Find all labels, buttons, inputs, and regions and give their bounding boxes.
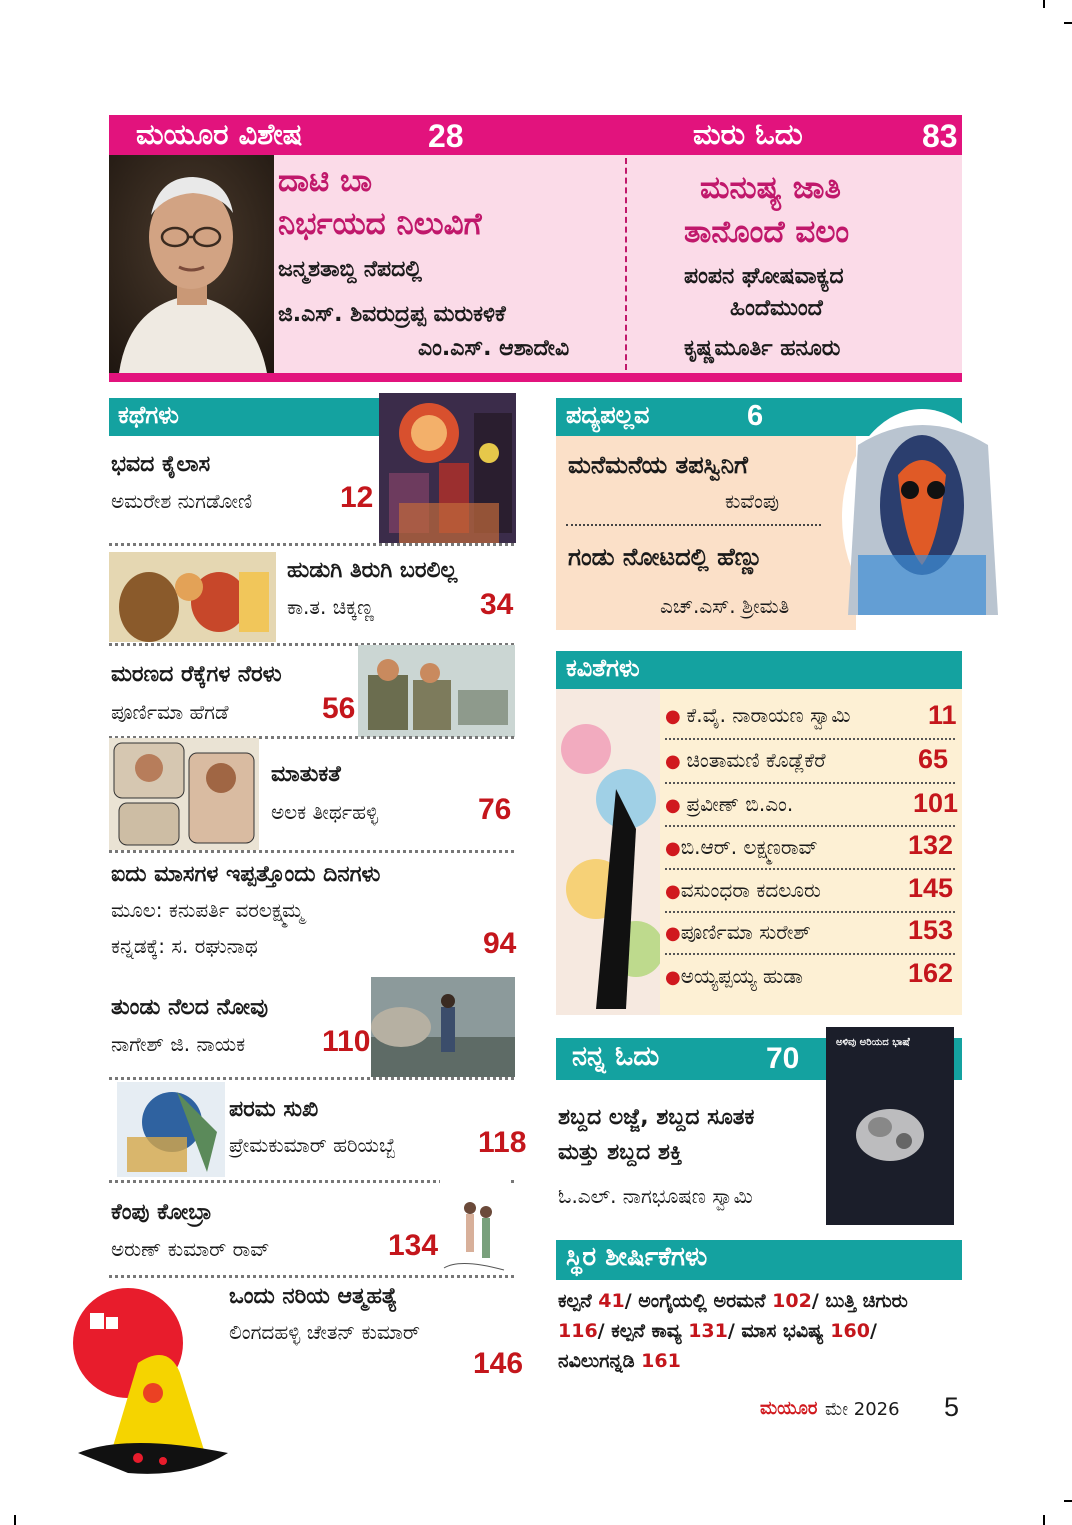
crop-mark bbox=[1064, 1500, 1072, 1502]
story-page-number[interactable]: 110 bbox=[322, 1025, 371, 1058]
divider bbox=[665, 953, 955, 955]
feature-right-title-2: ತಾನೊಂದೆ ವಲಂ bbox=[684, 214, 850, 250]
crop-mark bbox=[1043, 1515, 1045, 1525]
bullet-icon: ● bbox=[665, 751, 687, 772]
bullet-icon: ● bbox=[665, 706, 687, 727]
nanna-odu-title-2: ಮತ್ತು ಶಬ್ದದ ಶಕ್ತಿ bbox=[558, 1140, 683, 1165]
story-author: ಅಮರೇಶ ನುಗಡೋಣಿ bbox=[111, 489, 253, 513]
page-number: 5 bbox=[944, 1392, 960, 1422]
poem-page-number[interactable]: 153 bbox=[908, 915, 954, 945]
feature-left-subtitle-2: ಜಿ.ಎಸ್‌. ಶಿವರುದ್ರಪ್ಪ ಮರುಕಳಿಕೆ bbox=[278, 302, 506, 327]
nanna-odu-author: ಓ.ಎಲ್‌. ನಾಗಭೂಷಣ ಸ್ವಾಮಿ bbox=[558, 1184, 753, 1208]
story-page-number[interactable]: 134 bbox=[388, 1229, 439, 1262]
poem-entry bbox=[665, 703, 850, 727]
padya-heading: ಪದ್ಯಪಲ್ಲವ bbox=[566, 401, 650, 429]
column-name: / ಬುತ್ತಿ ಚಿಗುರು bbox=[811, 1290, 908, 1312]
poem-page-number[interactable]: 132 bbox=[908, 830, 954, 860]
story-title: ಹುಡುಗಿ ತಿರುಗಿ ಬರಲಿಲ್ಲ bbox=[287, 558, 458, 583]
story-page-number[interactable]: 146 bbox=[473, 1347, 524, 1380]
divider bbox=[109, 850, 514, 853]
story-title: ಮರಣದ ರೆಕ್ಕೆಗಳ ನೆರಳು bbox=[111, 662, 282, 687]
maru-odu-label: ಮರು ಓದು bbox=[693, 117, 803, 151]
column-name: ನವಿಲುಗನ್ನಡಿ bbox=[558, 1350, 642, 1372]
stories-heading: ಕಥೆಗಳು bbox=[118, 401, 179, 429]
poet-name: ವಸುಂಧರಾ ಕದಲೂರು bbox=[680, 878, 821, 902]
divider bbox=[566, 524, 821, 526]
poem-page-number[interactable]: 162 bbox=[908, 958, 954, 988]
poem-page-number[interactable]: 145 bbox=[908, 873, 954, 903]
divider bbox=[665, 738, 955, 740]
padya-illustration bbox=[838, 405, 1006, 630]
padya-author: ಕುವೆಂಪು bbox=[725, 489, 780, 513]
story-author: ನಾಗೇಶ್‌ ಜಿ. ನಾಯಕ bbox=[111, 1032, 246, 1056]
poet-name: ಪೂರ್ಣಿಮಾ ಸುರೇಶ್‌ bbox=[680, 920, 811, 944]
poem-page-number[interactable]: 65 bbox=[918, 744, 949, 774]
story-author: ಮೂಲ: ಕನುಪರ್ತಿ ವರಲಕ್ಷ್ಮಮ್ಮ bbox=[111, 898, 304, 922]
divider bbox=[109, 1077, 514, 1080]
story-illustration bbox=[109, 738, 259, 850]
story-author: ಕಾ.ತ. ಚಿಕ್ಕಣ್ಣ bbox=[287, 595, 375, 619]
story-page-number[interactable]: 56 bbox=[322, 692, 356, 725]
column-name: / ಮಾಸ ಭವಿಷ್ಯ bbox=[727, 1320, 831, 1342]
story-page-number[interactable]: 12 bbox=[340, 481, 374, 514]
story-illustration bbox=[68, 1283, 238, 1478]
story-title: ಐದು ಮಾಸಗಳ ಇಪ್ಪತ್ತೊಂದು ದಿನಗಳು bbox=[111, 862, 381, 887]
story-author: ಲಿಂಗದಹಳ್ಳಿ ಚೇತನ್‌ ಕುಮಾರ್‌ bbox=[229, 1320, 420, 1344]
poem-entry bbox=[665, 835, 818, 859]
bullet-icon: ● bbox=[665, 881, 681, 902]
mayura-vishesha-page[interactable]: 28 bbox=[428, 118, 464, 154]
divider bbox=[665, 782, 955, 784]
poem-page-number[interactable]: 101 bbox=[913, 788, 959, 818]
fixed-columns-heading: ಸ್ಥಿರ ಶೀರ್ಷಿಕೆಗಳು bbox=[566, 1242, 708, 1272]
column-name: / bbox=[869, 1320, 877, 1342]
poet-name: ಕೆ.ವೈ. ನಾರಾಯಣ ಸ್ವಾಮಿ bbox=[686, 703, 851, 727]
story-title: ತುಂಡು ನೆಲದ ನೋವು bbox=[111, 995, 269, 1020]
story-author: ಪ್ರೇಮಕುಮಾರ್‌ ಹರಿಯಬ್ಬೆ bbox=[229, 1133, 396, 1157]
poem-entry bbox=[665, 748, 826, 772]
nanna-odu-heading: ನನ್ನ ಓದು bbox=[572, 1041, 660, 1072]
story-author: ಪೂರ್ಣಿಮಾ ಹೆಗಡೆ bbox=[111, 700, 229, 724]
story-page-number[interactable]: 34 bbox=[480, 588, 514, 621]
feature-right-title-1: ಮನುಷ್ಯ ಜಾತಿ bbox=[700, 170, 841, 206]
footer-date: ಮೇ 2026 bbox=[825, 1399, 900, 1420]
column-page[interactable]: 160 bbox=[830, 1320, 870, 1342]
feature-right-subtitle-2: ಹಿಂದೆಮುಂದೆ bbox=[730, 296, 823, 321]
poet-name: ಪ್ರವೀಣ್‌ ಬಿ.ಎಂ. bbox=[686, 792, 794, 816]
divider bbox=[665, 825, 955, 827]
story-title: ಒಂದು ನರಿಯ ಆತ್ಮಹತ್ಯೆ bbox=[229, 1284, 398, 1309]
crop-mark bbox=[14, 1515, 16, 1525]
story-title: ಮಾತುಕತೆ bbox=[271, 762, 341, 787]
column-page[interactable]: 131 bbox=[688, 1320, 728, 1342]
story-illustration bbox=[109, 552, 276, 642]
column-page[interactable]: 161 bbox=[641, 1350, 681, 1372]
story-title: ಕೆಂಪು ಕೋಬ್ರಾ bbox=[111, 1200, 213, 1225]
story-illustration bbox=[117, 1082, 225, 1177]
crop-mark bbox=[1043, 0, 1045, 8]
mayura-vishesha-label: ಮಯೂರ ವಿಶೇಷ bbox=[136, 117, 303, 151]
poem-entry bbox=[665, 878, 821, 902]
book-cover bbox=[826, 1027, 954, 1225]
feature-divider bbox=[625, 158, 627, 370]
story-page-number[interactable]: 94 bbox=[483, 927, 517, 960]
poems-heading: ಕವಿತೆಗಳು bbox=[566, 654, 640, 682]
poet-name: ಬಿ.ಆರ್‌. ಲಕ್ಷ್ಮಣರಾವ್‌ bbox=[680, 835, 818, 859]
padya-page-number[interactable]: 6 bbox=[747, 400, 764, 432]
column-page[interactable]: 41 bbox=[598, 1290, 625, 1312]
bullet-icon: ● bbox=[665, 838, 681, 859]
story-illustration bbox=[440, 1178, 508, 1274]
poem-entry bbox=[665, 920, 811, 944]
column-page[interactable]: 116 bbox=[558, 1320, 598, 1342]
feature-bottom-rule bbox=[109, 373, 962, 382]
feature-right-subtitle-1: ಪಂಪನ ಘೋಷವಾಕ್ಯದ bbox=[684, 264, 844, 289]
story-illustration bbox=[371, 977, 515, 1077]
poem-entry bbox=[665, 792, 793, 816]
crop-mark bbox=[1064, 22, 1072, 24]
story-page-number[interactable]: 118 bbox=[478, 1126, 527, 1159]
nanna-odu-title-1: ಶಬ್ದದ ಲಜ್ಜೆ, ಶಬ್ದದ ಸೂತಕ bbox=[558, 1105, 755, 1130]
story-illustration bbox=[379, 393, 516, 543]
story-page-number[interactable]: 76 bbox=[478, 793, 512, 826]
poem-page-number[interactable]: 11 bbox=[928, 700, 957, 730]
feature-left-title-2: ನಿರ್ಭಯದ ನಿಲುವಿಗೆ bbox=[278, 206, 482, 242]
divider bbox=[109, 1275, 514, 1278]
fixed-columns-line-1 bbox=[558, 1286, 962, 1316]
feature-left-subtitle-1: ಜನ್ಮಶತಾಬ್ದಿ ನೆಪದಲ್ಲಿ bbox=[278, 257, 422, 282]
story-author: ಅಲಕ ತೀರ್ಥಹಳ್ಳಿ bbox=[271, 800, 379, 824]
story-illustration bbox=[358, 645, 515, 737]
nanna-odu-page-number[interactable]: 70 bbox=[766, 1042, 800, 1075]
story-title: ಭವದ ಕೈಲಾಸ bbox=[111, 452, 211, 477]
story-title: ಪರಮ ಸುಖಿ bbox=[229, 1097, 319, 1122]
story-translator: ಕನ್ನಡಕ್ಕೆ: ಸ. ರಘುನಾಥ bbox=[111, 934, 258, 958]
column-name: / ಅಂಗೈಯಲ್ಲಿ ಅರಮನೆ bbox=[624, 1290, 773, 1312]
maru-odu-page[interactable]: 83 bbox=[922, 118, 958, 154]
fixed-columns-line-2 bbox=[558, 1316, 962, 1346]
column-name: ಕಲ್ಪನೆ bbox=[558, 1290, 599, 1312]
fixed-columns-line-3 bbox=[558, 1346, 962, 1376]
column-page[interactable]: 102 bbox=[772, 1290, 812, 1312]
bullet-icon: ● bbox=[665, 923, 681, 944]
book-cover-title: ಅಳಿವು ಅರಿಯದ ಭಾಷೆ bbox=[836, 1037, 910, 1048]
padya-author: ಎಚ್‌.ಎಸ್‌. ಶ್ರೀಮತಿ bbox=[660, 594, 790, 618]
feature-left-title-1: ದಾಟಿ ಬಾ bbox=[278, 163, 373, 199]
feature-right-author: ಕೃಷ್ಣಮೂರ್ತಿ ಹನೂರು bbox=[684, 336, 841, 361]
column-name: / ಕಲ್ಪನೆ ಕಾವ್ಯ bbox=[597, 1320, 689, 1342]
portrait-photo bbox=[109, 155, 274, 373]
feature-left-author: ಎಂ.ಎಸ್‌. ಆಶಾದೇವಿ bbox=[418, 336, 570, 361]
poem-entry bbox=[665, 964, 803, 988]
bullet-icon: ● bbox=[665, 795, 687, 816]
footer-brand: ಮಯೂರ bbox=[760, 1398, 818, 1419]
poems-illustration bbox=[556, 689, 660, 1015]
padya-title: ಮನೆಮನೆಯ ತಪಸ್ವಿನಿಗೆ bbox=[568, 451, 748, 479]
bullet-icon: ● bbox=[665, 967, 681, 988]
divider bbox=[109, 543, 514, 546]
divider bbox=[665, 868, 955, 870]
poet-name: ಚಿಂತಾಮಣಿ ಕೊಡ್ಲೆಕೆರೆ bbox=[686, 748, 826, 772]
story-author: ಅರುಣ್‌ ಕುಮಾರ್‌ ರಾವ್‌ bbox=[111, 1237, 270, 1261]
divider bbox=[665, 911, 955, 913]
padya-title: ಗಂಡು ನೋಟದಲ್ಲಿ ಹೆಣ್ಣು bbox=[568, 543, 763, 571]
poet-name: ಅಯ್ಯಪ್ಪಯ್ಯ ಹುಡಾ bbox=[680, 964, 803, 988]
